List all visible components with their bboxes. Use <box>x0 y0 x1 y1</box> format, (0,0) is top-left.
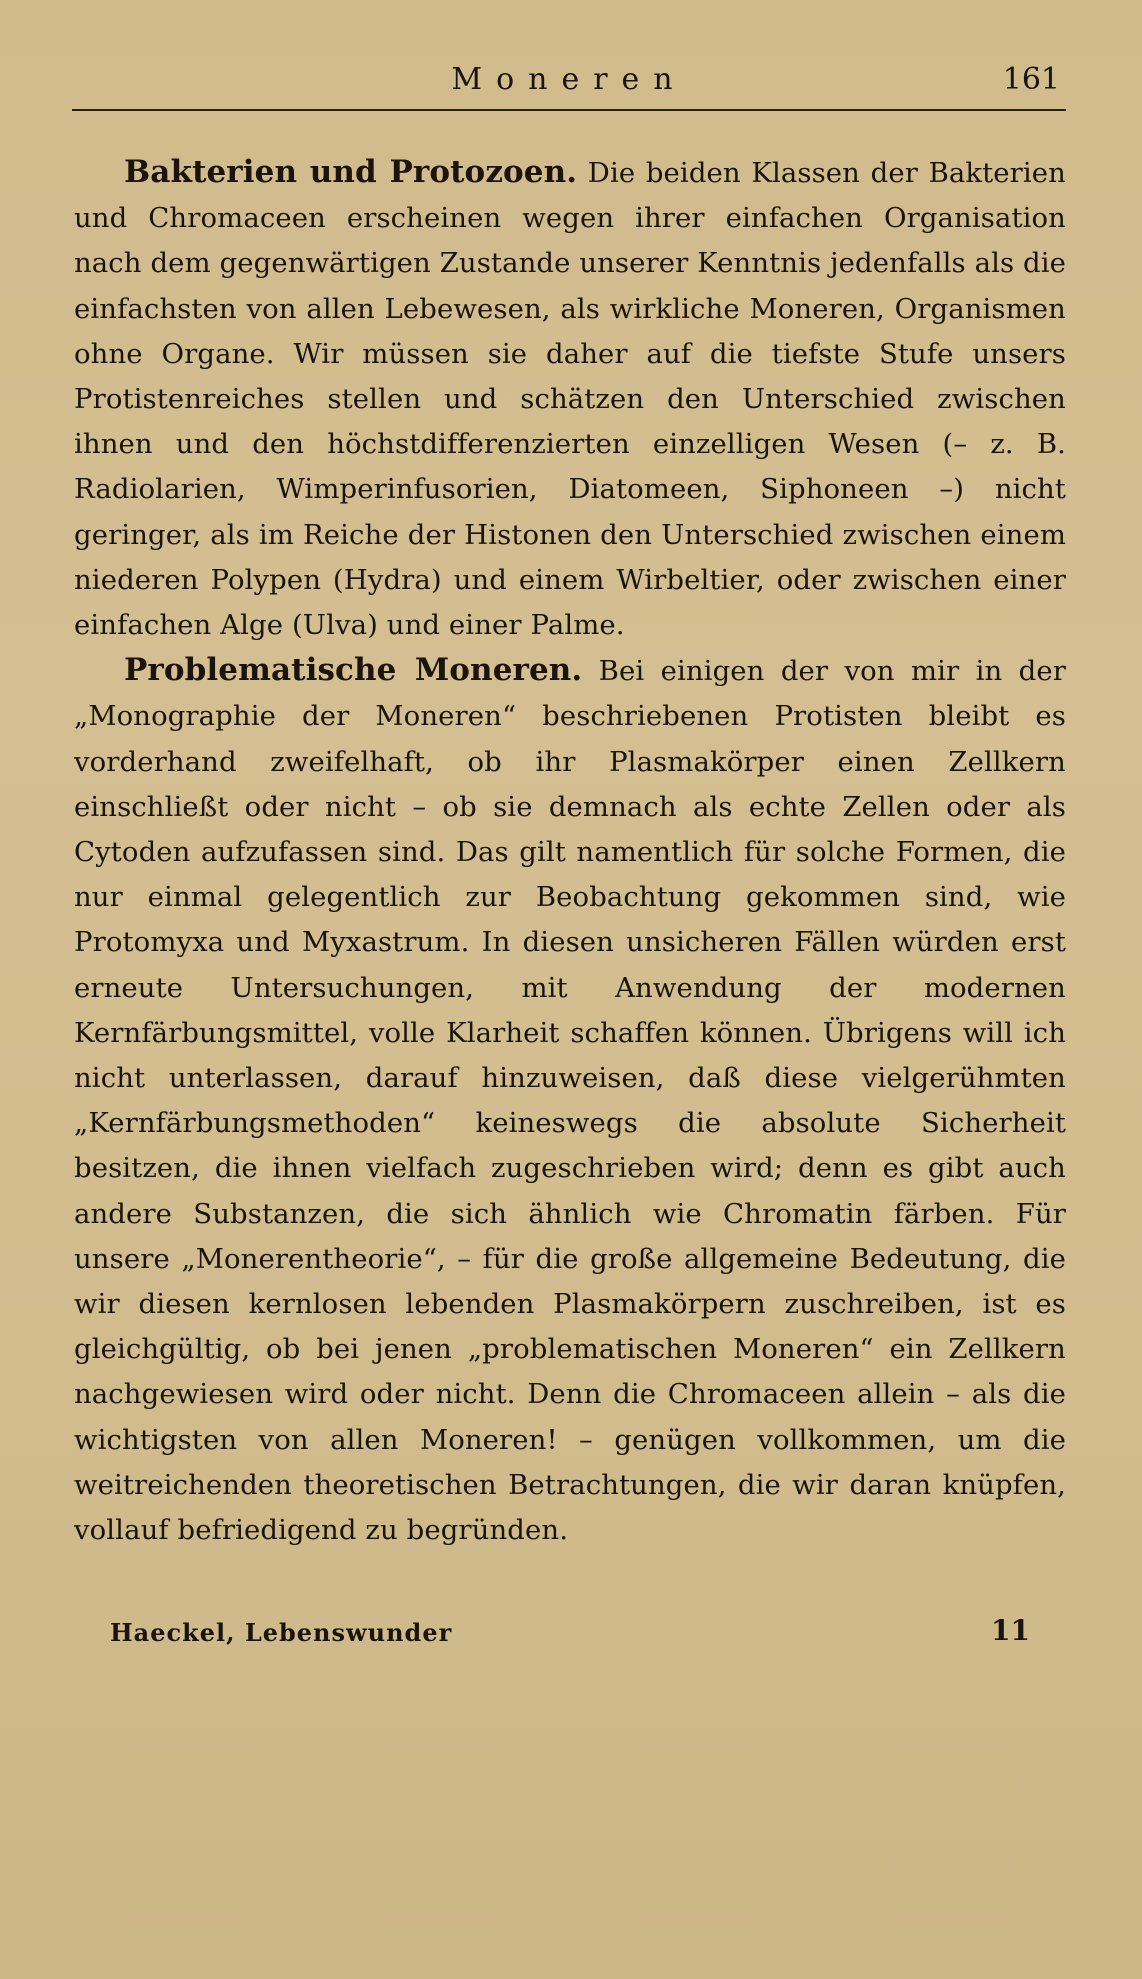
running-title: Moneren <box>451 62 687 97</box>
section-heading-problematische: Problematische Moneren. <box>124 652 583 689</box>
paragraph-bakterien <box>74 150 1066 648</box>
header-rule <box>72 109 1066 111</box>
running-head <box>72 62 1066 112</box>
body-text <box>74 150 1066 1553</box>
sheet-number: 11 <box>991 1614 1030 1647</box>
paragraph-problematische <box>74 648 1066 1553</box>
printer-signature: Haeckel, Lebenswunder <box>110 1618 453 1647</box>
paragraph-text-problematische: Bei einigen der von mir in der „Monographie der Moneren“ beschriebenen Protisten bleibt es vorderhand zweifelhaft, ob ihr Plasmakörper einen Zellkern einschließt oder nicht – ob sie demnach als echte Zellen oder als Cytoden aufzufassen sind. Das gilt namentlich für solche Formen, die nur einmal gelegentlich zur Beobachtung gekommen sind, wie Protomyxa und Myxastrum. In diesen unsicheren Fällen würden erst erneute Untersuchungen, mit Anwendung der modernen Kernfärbungsmittel, volle Klarheit schaffen können. Übrigens will ich nicht unterlassen, darauf hinzuweisen, daß diese vielgerühmten „Kernfärbungsmethoden“ keineswegs die absolute Sicherheit besitzen, die ihnen vielfach zugeschrieben wird; denn es gibt auch andere Substanzen, die sich ähnlich wie Chromatin färben. Für unsere „Monerentheorie“, – für die große allgemeine Bedeutung, die wir diesen kernlosen lebenden Plasmakörpern zuschreiben, ist es gleichgültig, ob bei jenen „problematischen Moneren“ ein Zellkern nachgewiesen wird oder nicht. Denn die Chromaceen allein – als die wichtigsten von allen Moneren! – genügen vollkommen, um die weitreichenden theoretischen Betrachtungen, die wir daran knüpfen, vollauf befriedigend zu begründen. <box>74 655 1066 1547</box>
section-heading-bakterien: Bakterien und Protozoen. <box>124 154 578 190</box>
page-number: 161 <box>1002 62 1060 97</box>
paragraph-text-bakterien: Die beiden Klassen der Bakterien und Chromaceen erscheinen wegen ihrer einfachen Organisation nach dem gegenwärtigen Zustande unserer Kenntnis jedenfalls als die einfachsten von allen Lebewesen, als wirkliche Moneren, Organismen ohne Organe. Wir müssen sie daher auf die tiefste Stufe unsers Protistenreiches stellen und schätzen den Unterschied zwischen ihnen und den höchstdifferenzierten einzelligen Wesen (– z. B. Radiolarien, Wimperinfusorien, Diatomeen, Siphoneen –) nicht geringer, als im Reiche der Histonen den Unterschied zwischen einem niederen Polypen (Hydra) und einem Wirbeltier, oder zwischen einer einfachen Alge (Ulva) und einer Palme. <box>74 157 1066 642</box>
signature-line <box>110 1614 1030 1658</box>
